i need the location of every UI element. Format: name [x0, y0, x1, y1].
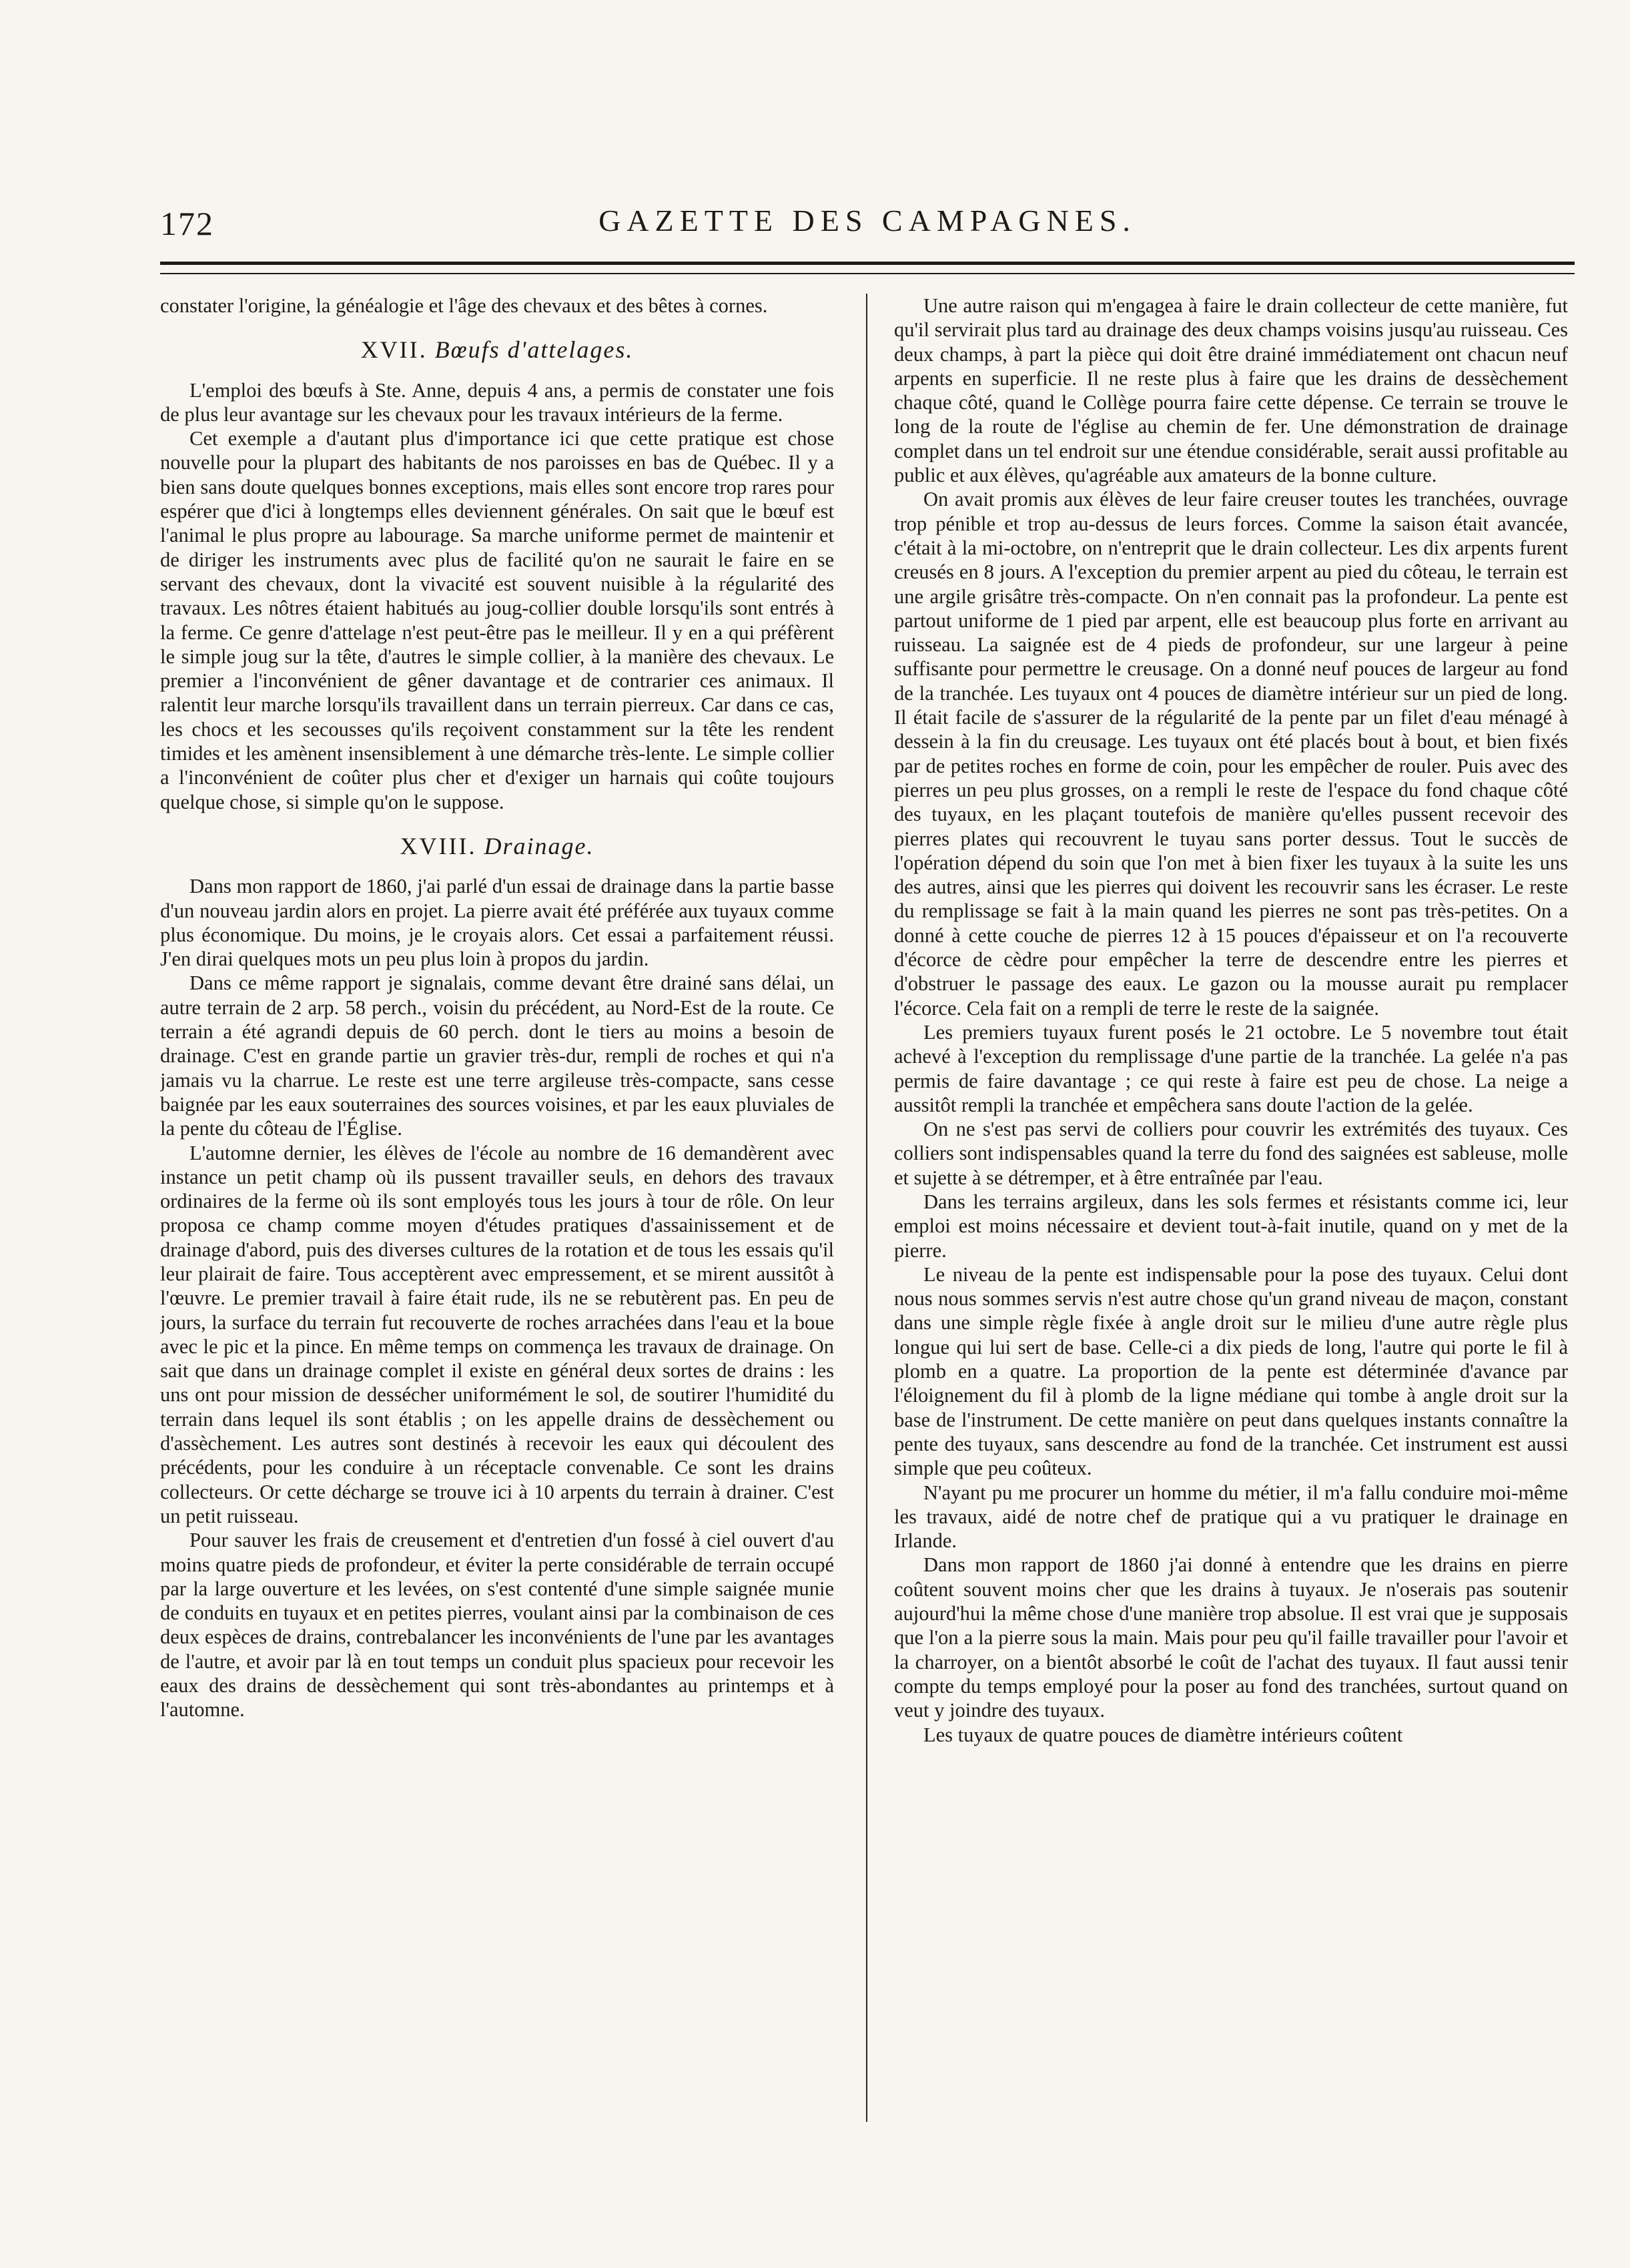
paragraph: Dans les terrains argileux, dans les sols fermes et résistants comme ici, leur emploi est moins nécessaire et devient tout-à-fait inutile, quand on y met de la pierre. — [894, 1190, 1568, 1262]
running-title: GAZETTE DES CAMPAGNES. — [598, 204, 1136, 238]
section-heading-17 — [160, 338, 834, 362]
section-number: XVIII. — [400, 832, 477, 859]
right-column — [894, 294, 1568, 2215]
paragraph: Une autre raison qui m'engagea à faire le drain collecteur de cette manière, fut qu'il servirait plus tard au drainage des deux champs voisins jusqu'au ruisseau. Ces deux champs, à part la pièce qui doit être drainé immédiatement ont chacun neuf arpents en superficie. Il ne reste plus à faire que les drains de dessèchement chaque côté, quand le Collège pourra faire cette dépense. Ce terrain se trouve le long de la route de l'église au chemin de fer. Une démonstration de drainage complet dans un tel endroit sur une étendue considérable, serait aussi profitable au public et aux élèves, qu'agréable aux amateurs de la bonne culture. — [894, 294, 1568, 487]
paragraph: Le niveau de la pente est indispensable pour la pose des tuyaux. Celui dont nous nous sommes servis n'est autre chose qu'un grand niveau de maçon, constant dans une simple règle fixée à angle droit sur le milieu d'une autre règle plus longue qui lui sert de base. Celle-ci a dix pieds de long, l'autre qui porte le fil à plomb en a quatre. La proportion de la pente est déterminée d'avance par l'éloignement du fil à plomb de la ligne médiane qui tombe à angle droit sur la base de l'instrument. De cette manière on peut dans quelques instants connaître la pente des tuyaux, sans descendre au fond de la tranchée. Cet instrument est aussi simple que peu coûteux. — [894, 1262, 1568, 1480]
paragraph: Les tuyaux de quatre pouces de diamètre intérieurs coûtent — [923, 1723, 1403, 1746]
paragraph: Dans mon rapport de 1860, j'ai parlé d'un essai de drainage dans la partie basse d'un nouveau jardin alors en projet. La pierre avait été préférée aux tuyaux comme plus économique. Du moins, je le croyais alors. Cet essai a parfaitement réussi. J'en dirai quelques mots un peu plus loin à propos du jardin. — [160, 875, 834, 971]
paragraph: L'automne dernier, les élèves de l'école au nombre de 16 demandèrent avec instance un petit champ où ils pussent travailler seuls, en dehors des travaux ordinaires de la ferme où ils sont employés tous les jours à tour de rôle. On leur proposa ce champ comme moyen d'études pratiques d'assainissement et de drainage d'abord, puis des diverses cultures de la rotation et de tous les essais qu'il leur plairait de faire. Tous acceptèrent avec empressement, et se mirent aussitôt à l'œuvre. Le premier travail à faire était rude, ils ne se rebutèrent pas. En peu de jours, la surface du terrain fut recouverte de roches arrachées dans l'eau et la boue avec le pic et la pince. En même temps on commença les travaux de drainage. On sait que dans un drainage complet il existe en général deux sortes de drains : les uns ont pour mission de dessécher uniformément le sol, de soutirer l'humidité du terrain dans lequel ils sont établis ; on les appelle drains de dessèchement ou d'assèchement. Les autres sont destinés à recevoir les eaux qui découlent des précédents, pour les conduire à un réceptacle convenable. Ce sont les drains collecteurs. Or cette décharge se trouve ici à 10 arpents du terrain à drainer. C'est un petit ruisseau. — [160, 1141, 834, 1527]
left-column — [160, 294, 834, 2215]
section-number: XVII. — [360, 336, 428, 364]
page-header — [160, 200, 1575, 254]
paragraph: N'ayant pu me procurer un homme du métier, il m'a fallu conduire moi-même les travaux, aidé de notre chef de pratique qui a vu pratiquer le drainage en Irlande. — [894, 1481, 1568, 1553]
section-title: Bœufs d'attelages. — [434, 336, 634, 364]
section-heading-18 — [160, 834, 834, 858]
paragraph: On ne s'est pas servi de colliers pour couvrir les extrémités des tuyaux. Ces colliers sont indispensables quand la terre du fond des saignées est sableuse, molle et sujette à se détremper, et à être entraînée par l'eau. — [894, 1118, 1568, 1189]
section-title: Drainage. — [484, 832, 594, 859]
page-number: 172 — [160, 205, 214, 242]
paragraph: Cet exemple a d'autant plus d'importance ici que cette pratique est chose nouvelle pour la plupart des habitants de nos paroisses en bas de Québec. Il y a bien sans doute quelques bonnes exceptions, mais elles sont encore trop rares pour espérer que d'ici à longtemps elles deviennent générales. On sait que le bœuf est l'animal le plus propre au labourage. Sa marche uniforme permet de maintenir et de diriger les instruments avec plus de facilité qu'on ne saurait le faire en se servant des chevaux, dont la vivacité est souvent nuisible à la régularité des travaux. Les nôtres étaient habitués au joug-collier double lorsqu'ils sont entrés à la ferme. Ce genre d'attelage n'est peut-être pas le meilleur. Il y en a qui préfèrent le simple joug sur la tête, d'autres le simple collier, à la manière des chevaux. Le premier a l'inconvénient de gêner davantage et de contrarier ces animaux. Il ralentit leur marche lorsqu'ils travaillent dans un terrain pierreux. Car dans ce cas, les chocs et les secousses qu'ils reçoivent constamment sur la tête les rendent timides et les amènent insensiblement à une démarche très-lente. Le simple collier a l'inconvénient de coûter plus cher et d'exiger un harnais qui coûte toujours quelque chose, si simple qu'on le suppose. — [160, 427, 834, 813]
column-divider — [866, 294, 867, 2122]
continued-paragraph: constater l'origine, la généalogie et l'âge des chevaux et des bêtes à cornes. — [160, 294, 768, 317]
paragraph: Dans mon rapport de 1860 j'ai donné à entendre que les drains en pierre coûtent souvent moins cher que les drains à tuyaux. Je n'oserais pas soutenir aujourd'hui la même chose d'une manière trop absolue. Il est vrai que je supposais que l'on a la pierre sous la main. Mais pour peu qu'il faille travailler pour l'avoir et la charroyer, on a bientôt absorbé le coût de l'achat des tuyaux. Il faut aussi tenir compte du temps employé pour la poser au fond des tranchées, surtout quand on veut y joindre des tuyaux. — [894, 1553, 1568, 1722]
header-rule — [160, 262, 1575, 274]
paragraph: Les premiers tuyaux furent posés le 21 octobre. Le 5 novembre tout était achevé à l'exception du remplissage d'une partie de la tranchée. La gelée n'a pas permis de faire davantage ; ce qui reste à faire est peu de chose. La neige a aussitôt rempli la tranchée et empêchera sans doute l'action de la gelée. — [894, 1020, 1568, 1116]
paragraph: Pour sauver les frais de creusement et d'entretien d'un fossé à ciel ouvert d'au moins quatre pieds de profondeur, et éviter la perte considérable de terrain occupé par la large ouverture et les levées, on s'est contenté d'une simple saignée munie de conduits en tuyaux et en petites pierres, voulant ainsi par la combinaison de ces deux espèces de drains, contrebalancer les inconvénients de l'une par les avantages de l'autre, et avoir par là en tout temps un conduit plus spacieux pour recevoir les eaux des drains de dessèchement qui sont très-abondantes au printemps et à l'automne. — [160, 1529, 834, 1722]
paragraph: L'emploi des bœufs à Ste. Anne, depuis 4 ans, a permis de constater une fois de plus leur avantage sur les chevaux pour les travaux intérieurs de la ferme. — [160, 378, 834, 426]
paragraph: Dans ce même rapport je signalais, comme devant être drainé sans délai, un autre terrain de 2 arp. 58 perch., voisin du précédent, au Nord-Est de la route. Ce terrain a été agrandi depuis de 60 perch. dont le tiers au moins a besoin de drainage. C'est en grande partie un gravier très-dur, rempli de roches et qui n'a jamais vu la charrue. Le reste est une terre argileuse très-compacte, sans cesse baignée par les eaux souterraines des sources voisines, et par les eaux pluviales de la pente du côteau de l'Église. — [160, 972, 834, 1140]
paragraph: On avait promis aux élèves de leur faire creuser toutes les tranchées, ouvrage trop pénible et trop au-dessus de leurs forces. Comme la saison était avancée, c'était à la mi-octobre, on n'entreprit que le drain collecteur. Les dix arpents furent creusés en 8 jours. A l'exception du premier arpent au pied du côteau, le terrain est une argile grisâtre très-compacte. On n'en connait pas la profondeur. La pente est partout uniforme de 1 pied par arpent, elle est beaucoup plus forte en arrivant au ruisseau. La saignée est de 4 pieds de profondeur, sur une largeur à peine suffisante pour permettre le creusage. On a donné neuf pouces de largeur au fond de la tranchée. Les tuyaux ont 4 pouces de diamètre intérieur sur un pied de long. Il était facile de s'assurer de la régularité de la pente par un filet d'eau ménagé à dessein à la fin du creusage. Les tuyaux ont été placés bout à bout, et bien fixés par de petites roches en forme de coin, pour les empêcher de rouler. Puis avec des pierres un peu plus grosses, on a rempli le reste de l'espace du fond chaque côté des tuyaux, en les plaçant toutefois de manière qu'elles pussent recevoir des pierres plates qui recouvrent le tuyau sans porter dessus. Tout le succès de l'opération dépend du soin que l'on met à bien fixer les tuyaux à la suite les uns des autres, ainsi que les pierres qui doivent les recouvrir sans les écraser. Le reste du remplissage se fait à la main quand les pierres ne sont pas très-petites. On a donné à cette couche de pierres 12 à 15 pouces d'épaisseur et on l'a recouverte d'écorce de cèdre pour empêcher la terre de descendre entre les pierres et d'obstruer le passage des eaux. Le gazon ou la mousse aurait pu remplacer l'écorce. Cela fait on a rempli de terre le reste de la saignée. — [894, 488, 1568, 1020]
